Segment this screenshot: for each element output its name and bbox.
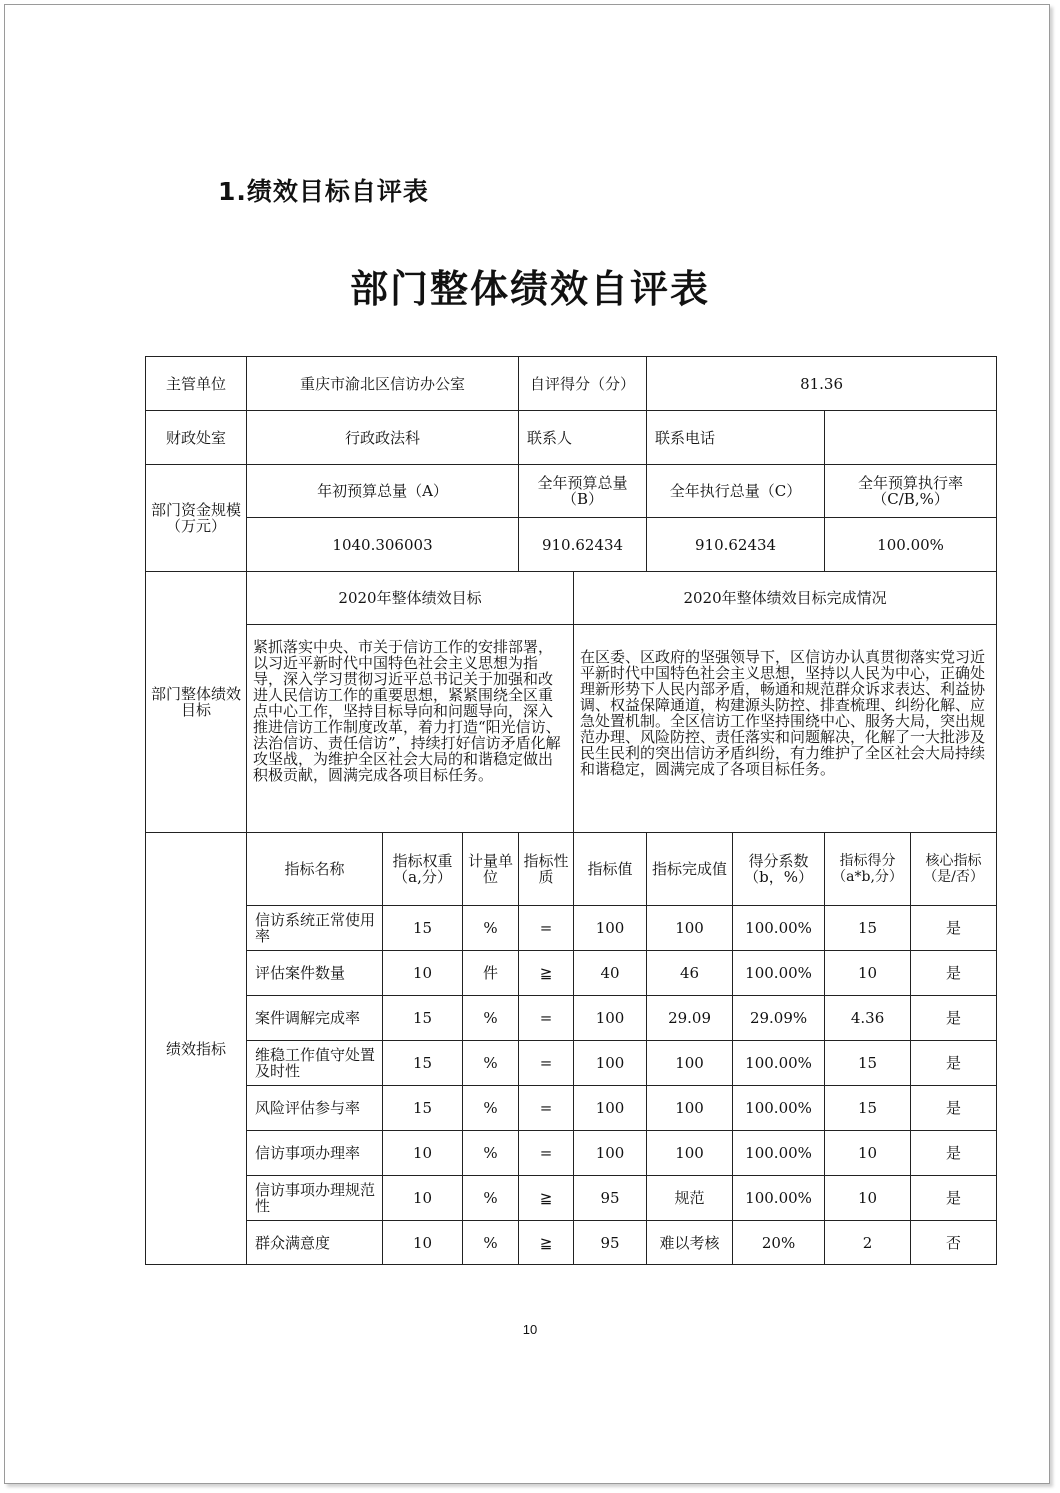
indicator-nature: ≧ [519, 1176, 574, 1221]
indicator-actual: 规范 [647, 1176, 733, 1221]
indicator-target: 100 [574, 1041, 647, 1086]
indicator-target: 40 [574, 951, 647, 996]
budget-initial-header: 年初预算总量（A） [247, 465, 519, 518]
indicator-weight: 15 [383, 1041, 463, 1086]
target-text: 紧抓落实中央、市关于信访工作的安排部署，以习近平新时代中国特色社会主义思想为指导，深入学习贯彻习近平总书记关于加强和改进人民信访工作的重要思想，紧紧围绕全区重点中心工作，坚持目标导向和问题导向，深入推进信访工作制度改革，着力打造“阳光信访、法治信访、责任信访”，持续打好信访矛盾化解攻坚战，为维护全区社会大局的和谐稳定做出积极贡献，圆满完成各项目标任务。 [247, 625, 574, 833]
indicator-name: 信访事项办理规范性 [247, 1176, 383, 1221]
indicator-coefficient: 100.00% [733, 1131, 825, 1176]
dept-value: 重庆市渝北区信访办公室 [247, 357, 519, 411]
execution-total-value: 910.62434 [647, 518, 825, 572]
indicator-actual: 难以考核 [647, 1221, 733, 1265]
indicators-label: 绩效指标 [146, 833, 247, 1265]
indicator-nature: = [519, 906, 574, 951]
indicator-name: 评估案件数量 [247, 951, 383, 996]
result-text: 在区委、区政府的坚强领导下，区信访办认真贯彻落实党习近平新时代中国特色社会主义思想，坚持以人民为中心，正确处理新形势下人民内部矛盾，畅通和规范群众诉求表达、利益协调、权益保障通道，构建源头防控、排查梳理、纠纷化解、应急处置机制。全区信访工作坚持围绕中心、服务大局，突出规范办理、风险防控、责任落实和问题解决，化解了一大批涉及民生民利的突出信访矛盾纠纷，有力维护了全区社会大局持续和谐稳定，圆满完成了各项目标任务。 [574, 625, 997, 833]
funds-label: 部门资金规模（万元） [146, 465, 247, 572]
indicator-unit: % [463, 1131, 519, 1176]
indicator-actual: 100 [647, 1086, 733, 1131]
indicator-score: 2 [825, 1221, 911, 1265]
header-nature: 指标性质 [519, 833, 574, 906]
score-value: 81.36 [647, 357, 997, 411]
header-unit: 计量单位 [463, 833, 519, 906]
indicator-actual: 46 [647, 951, 733, 996]
indicator-unit: % [463, 1041, 519, 1086]
indicator-nature: = [519, 1086, 574, 1131]
header-actual-value: 指标完成值 [647, 833, 733, 906]
indicator-score: 4.36 [825, 996, 911, 1041]
score-label: 自评得分（分） [519, 357, 647, 411]
phone-value [825, 411, 997, 465]
section-heading: 1.绩效目标自评表 [218, 177, 429, 206]
indicator-name: 案件调解完成率 [247, 996, 383, 1041]
indicator-weight: 10 [383, 1131, 463, 1176]
goals-label: 部门整体绩效目标 [146, 572, 247, 833]
indicator-nature: = [519, 1131, 574, 1176]
indicator-nature: = [519, 996, 574, 1041]
indicator-unit: % [463, 996, 519, 1041]
indicator-target: 100 [574, 906, 647, 951]
performance-table [145, 356, 997, 1265]
budget-initial-value: 1040.306003 [247, 518, 519, 572]
indicator-coefficient: 100.00% [733, 951, 825, 996]
indicator-unit: % [463, 906, 519, 951]
indicator-core: 是 [911, 1041, 997, 1086]
indicator-weight: 10 [383, 951, 463, 996]
indicator-core: 是 [911, 996, 997, 1041]
indicator-nature: = [519, 1041, 574, 1086]
execution-rate-value: 100.00% [825, 518, 997, 572]
indicator-name: 信访系统正常使用率 [247, 906, 383, 951]
indicator-weight: 10 [383, 1221, 463, 1265]
phone-label: 联系电话 [647, 411, 825, 465]
indicator-unit: 件 [463, 951, 519, 996]
finance-label: 财政处室 [146, 411, 247, 465]
indicator-core: 是 [911, 1131, 997, 1176]
header-target-value: 指标值 [574, 833, 647, 906]
budget-annual-value: 910.62434 [519, 518, 647, 572]
indicator-nature: ≧ [519, 1221, 574, 1265]
indicator-core: 是 [911, 1086, 997, 1131]
budget-annual-header: 全年预算总量（B） [519, 465, 647, 518]
indicator-actual: 100 [647, 906, 733, 951]
indicator-coefficient: 100.00% [733, 1176, 825, 1221]
page-number: 10 [522, 1322, 538, 1337]
indicator-name: 维稳工作值守处置及时性 [247, 1041, 383, 1086]
header-indicator-name: 指标名称 [247, 833, 383, 906]
indicator-score: 15 [825, 1041, 911, 1086]
indicator-coefficient: 20% [733, 1221, 825, 1265]
indicator-target: 100 [574, 1131, 647, 1176]
indicator-weight: 10 [383, 1176, 463, 1221]
indicator-name: 风险评估参与率 [247, 1086, 383, 1131]
header-core: 核心指标（是/否） [911, 833, 997, 906]
indicator-core: 是 [911, 1176, 997, 1221]
indicator-unit: % [463, 1086, 519, 1131]
contact-label: 联系人 [519, 411, 647, 465]
header-weight: 指标权重（a,分） [383, 833, 463, 906]
target-header: 2020年整体绩效目标 [247, 572, 574, 625]
indicator-score: 10 [825, 951, 911, 996]
indicator-core: 是 [911, 951, 997, 996]
indicator-weight: 15 [383, 906, 463, 951]
header-score: 指标得分（a*b,分） [825, 833, 911, 906]
indicator-actual: 100 [647, 1131, 733, 1176]
indicator-unit: % [463, 1221, 519, 1265]
indicator-score: 15 [825, 1086, 911, 1131]
indicator-nature: ≧ [519, 951, 574, 996]
indicator-target: 100 [574, 996, 647, 1041]
indicator-coefficient: 100.00% [733, 906, 825, 951]
finance-value: 行政政法科 [247, 411, 519, 465]
indicator-score: 10 [825, 1176, 911, 1221]
indicator-weight: 15 [383, 1086, 463, 1131]
execution-rate-header: 全年预算执行率（C/B,%） [825, 465, 997, 518]
execution-total-header: 全年执行总量（C） [647, 465, 825, 518]
indicator-coefficient: 29.09% [733, 996, 825, 1041]
indicator-weight: 15 [383, 996, 463, 1041]
indicator-name: 群众满意度 [247, 1221, 383, 1265]
indicator-target: 100 [574, 1086, 647, 1131]
indicator-actual: 29.09 [647, 996, 733, 1041]
header-coefficient: 得分系数（b，%） [733, 833, 825, 906]
dept-label: 主管单位 [146, 357, 247, 411]
result-header: 2020年整体绩效目标完成情况 [574, 572, 997, 625]
indicator-core: 是 [911, 906, 997, 951]
indicator-target: 95 [574, 1176, 647, 1221]
indicator-unit: % [463, 1176, 519, 1221]
indicator-target: 95 [574, 1221, 647, 1265]
document-title: 部门整体绩效自评表 [349, 266, 710, 311]
indicator-coefficient: 100.00% [733, 1086, 825, 1131]
indicator-core: 否 [911, 1221, 997, 1265]
indicator-name: 信访事项办理率 [247, 1131, 383, 1176]
indicator-actual: 100 [647, 1041, 733, 1086]
indicator-score: 10 [825, 1131, 911, 1176]
indicator-score: 15 [825, 906, 911, 951]
indicator-coefficient: 100.00% [733, 1041, 825, 1086]
